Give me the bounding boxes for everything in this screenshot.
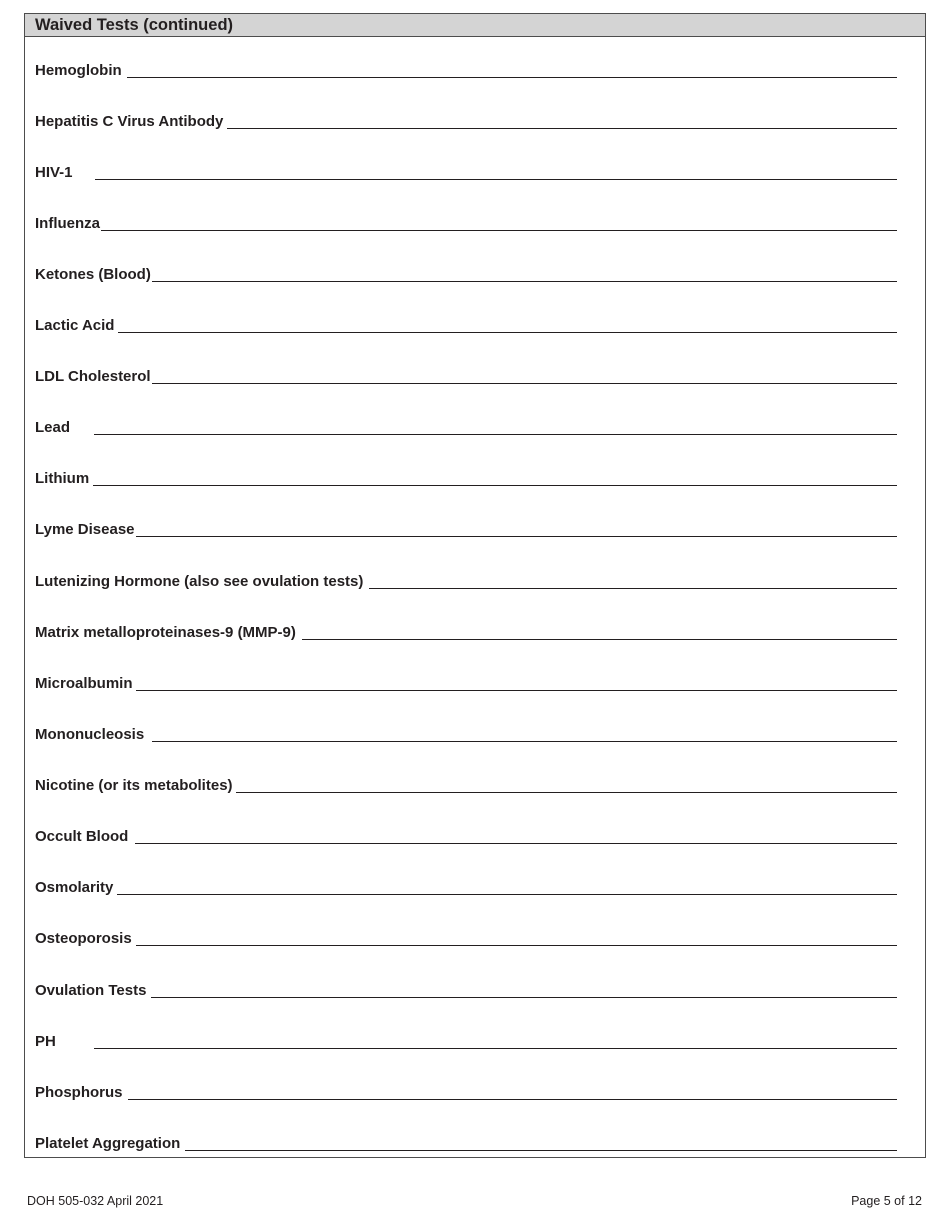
test-row-hiv-1: [35, 160, 897, 182]
test-entry-line[interactable]: [136, 945, 897, 946]
test-entry-line[interactable]: [302, 639, 897, 640]
test-label: Occult Blood: [35, 828, 129, 845]
test-entry-line[interactable]: [152, 741, 897, 742]
test-label: Lutenizing Hormone (also see ovulation tests): [35, 573, 364, 590]
section-title: Waived Tests (continued): [25, 14, 925, 37]
test-entry-line[interactable]: [117, 894, 897, 895]
test-entry-line[interactable]: [93, 485, 897, 486]
test-entry-line[interactable]: [95, 179, 897, 180]
test-label: Platelet Aggregation: [35, 1135, 181, 1152]
test-label: Ketones (Blood): [35, 266, 151, 283]
test-entry-line[interactable]: [94, 434, 897, 435]
test-row-microalbumin: [35, 671, 897, 693]
test-entry-line[interactable]: [128, 1099, 897, 1100]
test-label: Lead: [35, 419, 71, 436]
test-row-ldl-cholesterol: [35, 364, 897, 386]
test-entry-line[interactable]: [101, 230, 897, 231]
test-row-platelet-aggregation: [35, 1131, 897, 1153]
test-label: Microalbumin: [35, 675, 133, 692]
test-label: Lithium: [35, 470, 90, 487]
test-label: Mononucleosis: [35, 726, 145, 743]
test-entry-line[interactable]: [227, 128, 897, 129]
test-row-mmp-9: [35, 620, 897, 642]
test-row-lactic-acid: [35, 313, 897, 335]
test-label: Lyme Disease: [35, 521, 135, 538]
test-label: Ovulation Tests: [35, 982, 147, 999]
test-row-hemoglobin: [35, 58, 897, 80]
waived-tests-form: [24, 13, 926, 1158]
test-entry-line[interactable]: [152, 383, 897, 384]
test-entry-line[interactable]: [127, 77, 897, 78]
test-row-occult-blood: [35, 824, 897, 846]
test-row-mononucleosis: [35, 722, 897, 744]
test-row-osmolarity: [35, 875, 897, 897]
test-row-hepatitis-c: [35, 109, 897, 131]
test-row-ph: [35, 1029, 897, 1051]
test-label: Hepatitis C Virus Antibody: [35, 113, 224, 130]
test-row-lead: [35, 415, 897, 437]
test-row-lithium: [35, 466, 897, 488]
test-entry-line[interactable]: [236, 792, 897, 793]
test-label: LDL Cholesterol: [35, 368, 151, 385]
test-label: Nicotine (or its metabolites): [35, 777, 233, 794]
test-row-lutenizing-hormone: [35, 569, 897, 591]
test-label: HIV-1: [35, 164, 73, 181]
test-label: Osteoporosis: [35, 930, 132, 947]
test-entry-line[interactable]: [136, 536, 897, 537]
test-label: Phosphorus: [35, 1084, 123, 1101]
test-row-phosphorus: [35, 1080, 897, 1102]
test-row-nicotine: [35, 773, 897, 795]
test-entry-line[interactable]: [136, 690, 897, 691]
test-row-ovulation-tests: [35, 978, 897, 1000]
page-number: Page 5 of 12: [851, 1194, 922, 1208]
test-label: Matrix metalloproteinases-9 (MMP-9): [35, 624, 296, 641]
test-entry-line[interactable]: [94, 1048, 897, 1049]
test-entry-line[interactable]: [151, 997, 897, 998]
test-entry-line[interactable]: [152, 281, 897, 282]
test-row-influenza: [35, 211, 897, 233]
test-label: PH: [35, 1033, 56, 1050]
form-id: DOH 505-032 April 2021: [27, 1194, 164, 1208]
test-entry-line[interactable]: [369, 588, 897, 589]
test-label: Lactic Acid: [35, 317, 115, 334]
test-row-lyme-disease: [35, 517, 897, 539]
test-label: Influenza: [35, 215, 101, 232]
test-entry-line[interactable]: [135, 843, 897, 844]
test-entry-line[interactable]: [185, 1150, 897, 1151]
test-label: Osmolarity: [35, 879, 114, 896]
test-row-osteoporosis: [35, 926, 897, 948]
test-row-ketones-blood: [35, 262, 897, 284]
test-label: Hemoglobin: [35, 62, 122, 79]
test-entry-line[interactable]: [118, 332, 897, 333]
